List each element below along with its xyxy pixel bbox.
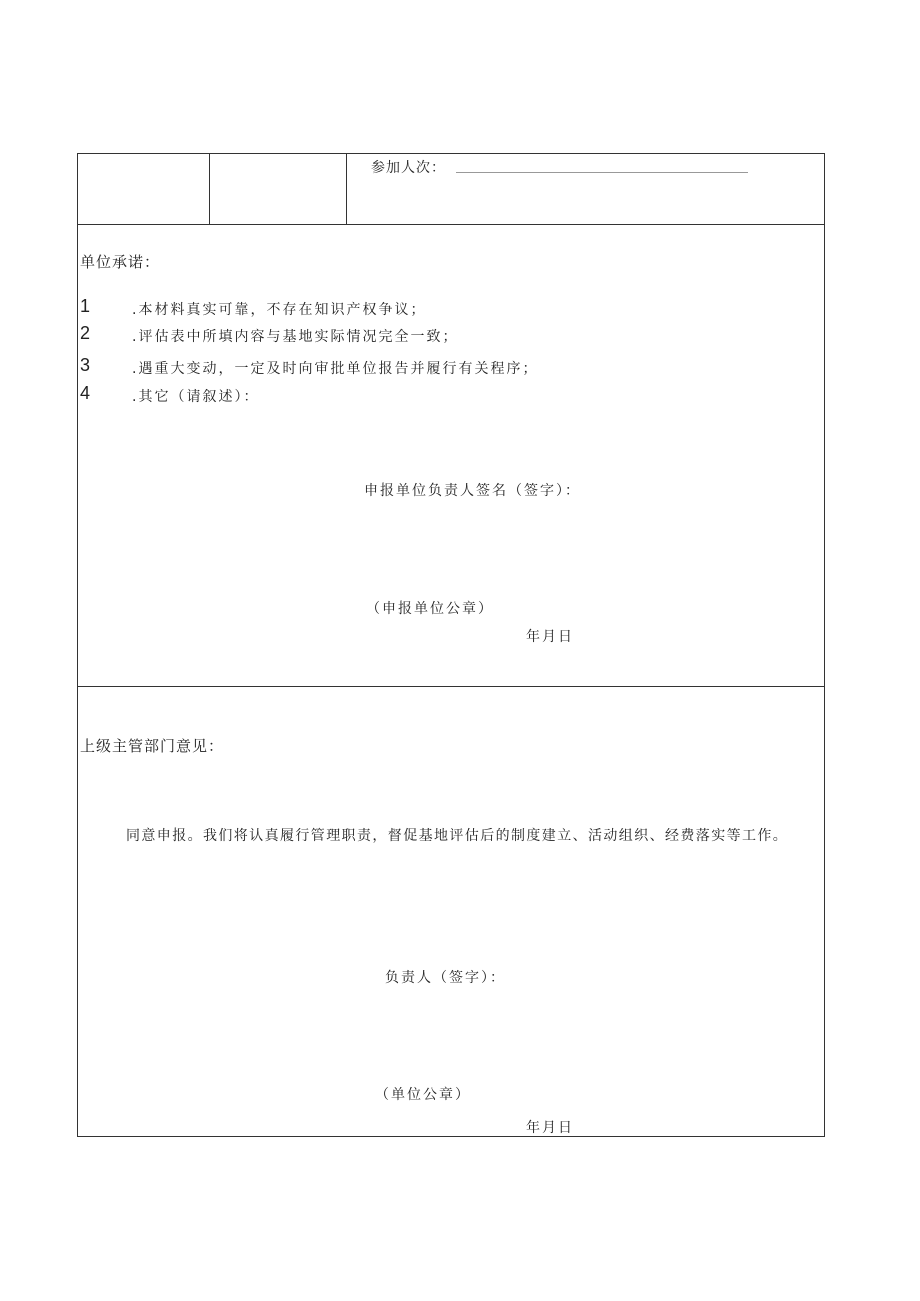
applicant-seal-label: （申报单位公章） <box>366 601 494 617</box>
commitment-item <box>78 296 778 322</box>
applicant-date-label: 年月日 <box>526 629 574 645</box>
commitment-item <box>78 383 778 409</box>
commitment-text: .遇重大变动，一定及时向审批单位报告并履行有关程序； <box>132 361 539 377</box>
commitment-number: 4 <box>80 383 91 403</box>
supervisor-signature-label: 负责人（签字）： <box>385 970 506 986</box>
commitment-item <box>78 323 778 349</box>
commitment-text: .其它（请叙述）： <box>132 389 260 405</box>
attendance-label: 参加人次： <box>371 160 446 176</box>
commitment-item <box>78 355 778 381</box>
supervisor-date-label: 年月日 <box>526 1120 574 1136</box>
supervisor-opinion-section <box>78 687 824 1136</box>
commitment-number: 2 <box>80 323 91 343</box>
supervisor-opinion-text: 同意申报。我们将认真履行管理职责，督促基地评估后的制度建立、活动组织、经费落实等工作。 <box>126 828 789 844</box>
commitment-section <box>78 224 824 687</box>
evaluation-form-table <box>77 153 825 1137</box>
commitment-number: 1 <box>80 296 91 316</box>
commitment-text: .评估表中所填内容与基地实际情况完全一致； <box>132 329 459 345</box>
applicant-signature-label: 申报单位负责人签名（签字）： <box>364 483 581 499</box>
commitment-title: 单位承诺： <box>80 253 161 271</box>
cell-divider <box>209 154 210 224</box>
commitment-number: 3 <box>80 355 91 375</box>
attendance-row <box>78 154 824 225</box>
cell-divider <box>346 154 347 224</box>
supervisor-seal-label: （单位公章） <box>375 1087 471 1103</box>
commitment-text: .本材料真实可靠，不存在知识产权争议； <box>132 302 427 318</box>
attendance-fill-line[interactable] <box>456 172 748 173</box>
supervisor-title: 上级主管部门意见： <box>80 737 225 755</box>
